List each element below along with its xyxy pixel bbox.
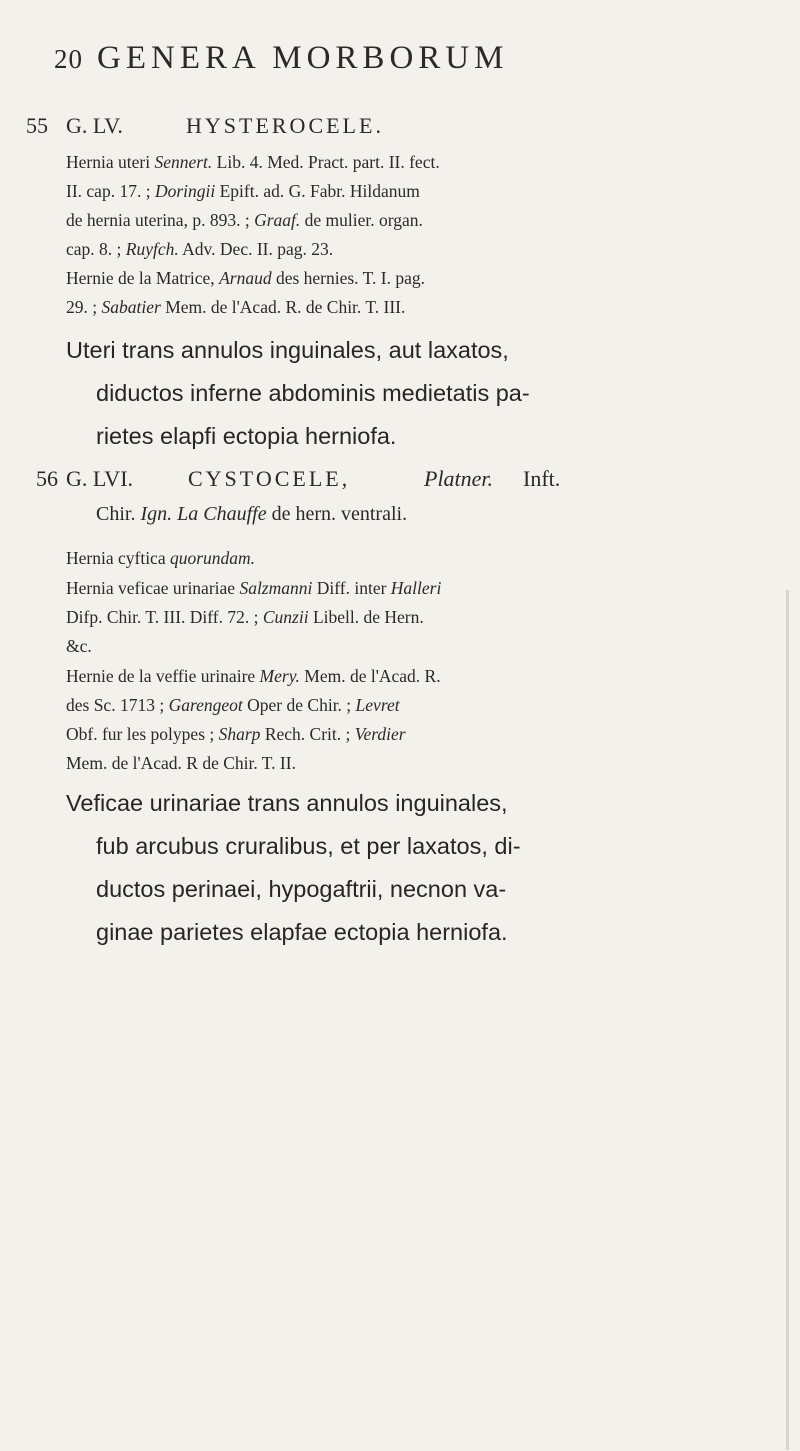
synonym-line: Hernia cyftica quorundam. [66, 548, 256, 568]
page-edge-shadow [786, 590, 789, 1450]
definition-line: diductos inferne abdominis medietatis pa- [96, 380, 530, 406]
synonym-line: &c. [66, 636, 92, 656]
entry-subline: Chir. Ign. La Chauffe de hern. ventrali. [96, 503, 408, 525]
definition-line: fub arcubus cruralibus, et per laxatos, di- [96, 833, 521, 859]
running-title: GENERA MORBORUM [97, 40, 509, 76]
synonym-line: Obf. fur les polypes ; Sharp Rech. Crit. ; Verdier [66, 724, 406, 744]
genus-number: G. LV. [66, 113, 123, 138]
synonym-line: de hernia uterina, p. 893. ; Graaf. de mulier. organ. [66, 210, 423, 230]
entry-author-suffix: Inft. [523, 466, 561, 491]
definition-line: ginae parietes elapfae ectopia herniofa. [96, 919, 508, 945]
synonym-line: 29. ; Sabatier Mem. de l'Acad. R. de Chir. T. III. [66, 297, 406, 317]
synonym-line: Mem. de l'Acad. R de Chir. T. II. [66, 753, 296, 773]
entry-title: CYSTOCELE, [188, 466, 351, 491]
entry-number: 56 [36, 466, 58, 491]
entry-title: HYSTEROCELE. [186, 113, 384, 138]
synonym-line: Hernia uteri Sennert. Lib. 4. Med. Pract. part. II. fect. [66, 152, 440, 172]
definition-line: Veficae urinariae trans annulos inguinales, [66, 790, 508, 816]
page-header [54, 40, 508, 77]
definition-line: rietes elapfi ectopia herniofa. [96, 423, 397, 449]
synonym-line: Difp. Chir. T. III. Diff. 72. ; Cunzii Libell. de Hern. [66, 607, 424, 627]
synonym-line: Hernie de la Matrice, Arnaud des hernies. T. I. pag. [66, 268, 425, 288]
definition-line: Uteri trans annulos inguinales, aut laxatos, [66, 337, 509, 363]
entry-number: 55 [26, 113, 48, 138]
entry-author: Platner. [424, 466, 494, 491]
definition-line: ductos perinaei, hypogaftrii, necnon va- [96, 876, 507, 902]
page-number: 20 [54, 44, 83, 74]
synonym-line: II. cap. 17. ; Doringii Epift. ad. G. Fabr. Hildanum [66, 181, 420, 201]
synonym-line: cap. 8. ; Ruyfch. Adv. Dec. II. pag. 23. [66, 239, 334, 259]
synonym-line: Hernie de la veffie urinaire Mery. Mem. de l'Acad. R. [66, 666, 441, 686]
synonym-line: Hernia veficae urinariae Salzmanni Diff. inter Halleri [66, 578, 442, 598]
genus-number: G. LVI. [66, 466, 134, 491]
synonym-line: des Sc. 1713 ; Garengeot Oper de Chir. ; Levret [66, 695, 400, 715]
